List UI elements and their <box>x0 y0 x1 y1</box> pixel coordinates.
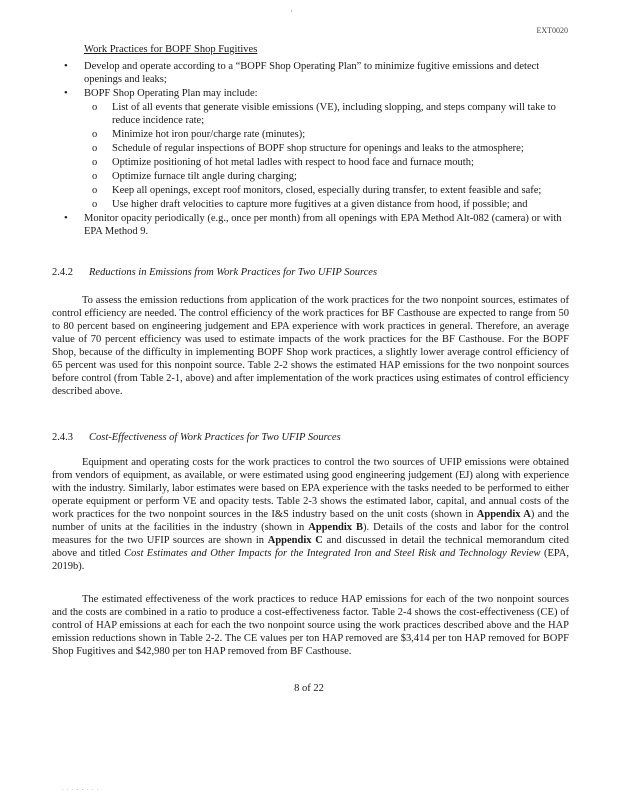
bullet-icon: • <box>64 61 68 72</box>
appendix-a-reference: Appendix A <box>476 509 531 520</box>
bullet-icon: • <box>64 213 68 224</box>
sublist-item-text: Schedule of regular inspections of BOPF shop structure for openings and leaks to the atmosphere; <box>112 143 524 154</box>
sublist-item <box>84 142 565 155</box>
sublist-item-text: Keep all openings, except roof monitors, closed, especially during transfer, to extent feasible and safe; <box>112 185 542 196</box>
sublist-item <box>84 128 565 141</box>
work-practices-list <box>60 60 565 239</box>
paragraph-text: ) and the number of units at the facilities in the industry (shown in <box>52 509 569 533</box>
sublist-item-text: Optimize positioning of hot metal ladles with respect to hood face and furnace mouth; <box>112 157 474 168</box>
sublist-item <box>84 198 565 211</box>
sublist-item-text: Use higher draft velocities to capture more fugitives at a given distance from hood, if possible; and <box>112 199 528 210</box>
paragraph-text: and discussed in detail the technical memorandum cited above and titled <box>52 535 570 559</box>
section-number: 2.4.2 <box>52 267 73 278</box>
page-number: 8 of 22 <box>294 683 324 694</box>
sub-bullet-icon: o <box>92 171 98 182</box>
sublist-item-text: List of all events that generate visible emissions (VE), including slopping, and steps company will take to reduce incidence rate; <box>112 102 556 126</box>
list-item <box>60 60 565 86</box>
section-title: Cost-Effectiveness of Work Practices for Two UFIP Sources <box>89 432 341 443</box>
sublist-item <box>84 101 565 127</box>
list-item-text: Monitor opacity periodically (e.g., once per month) from all openings with EPA Method Alt-082 (camera) or with EPA Method 9. <box>84 213 562 237</box>
sub-bullet-icon: o <box>92 157 98 168</box>
operating-plan-sublist <box>84 101 565 211</box>
section-title: Reductions in Emissions from Work Practices for Two UFIP Sources <box>89 267 378 278</box>
sublist-item <box>84 170 565 183</box>
sublist-item-text: Optimize furnace tilt angle during charging; <box>112 171 297 182</box>
paragraph-text: ). Details of the costs and labor for the control measures for the two UFIP sources are shown in <box>52 522 570 546</box>
scan-footer-mark: . . . . . . . . <box>62 786 100 792</box>
section-243-paragraph-2: The estimated effectiveness of the work practices to reduce HAP emissions for each of the two nonpoint sources and the costs are combined in a ratio to produce a cost-effectiveness factor. Table 2-4 shows the cost-effectiveness (CE) of control of HAP emissions at each for each the two nonpoint source using the work practices described above and the HAP emission reductions shown in Table 2-2. The CE values per ton HAP removed are $3,414 per ton HAP removed for BOPF Shop Fugitives and $42,980 per ton HAP removed from BF Casthouse. <box>52 594 569 657</box>
list-item <box>60 87 565 211</box>
section-number: 2.4.3 <box>52 432 73 443</box>
appendix-b-reference: Appendix B <box>308 522 364 533</box>
sub-bullet-icon: o <box>92 199 98 210</box>
section-242-heading <box>52 267 377 278</box>
cited-memorandum-title: Cost Estimates and Other Impacts for the Integrated Iron and Steel Risk and Technology Review <box>124 548 541 559</box>
paragraph-text: Equipment and operating costs for the work practices to control the two sources of UFIP emissions were obtained from vendors of equipment, as available, or were estimated using good engineering judgement (EJ) along with experience with the industry. Similarly, labor estimates were based on EPA experience with the tasks needed to be performed to either operate equipment or perform VE and opacity tests. Table 2-3 shows the estimated labor, capital, and annual costs of the work practices for the two nonpoint sources in the I&S industry based on the unit costs (shown in <box>52 457 569 520</box>
section-243-paragraph-1 <box>52 456 569 573</box>
document-id: EXT0020 <box>536 26 568 35</box>
section-242-paragraph: To assess the emission reductions from application of the work practices for the two nonpoint sources, estimates of control efficiency are needed. The control efficiency of the work practices for BF Casthouse are expected to range from 50 to 80 percent based on engineering judgement and EPA experience with work practices in general. Therefore, an average value of 70 percent efficiency was used to estimate impacts of the work practices for the BF Casthouse. For the BOPF Shop, because of the difficulty in implementing BOPF Shop work practices, a slightly lower average control efficiency of 65 percent was used for this nonpoint source. Table 2-2 shows the estimated HAP emissions for the two nonpoint sources before control (from Table 2-1, above) and after implementation of the work practices using estimates of control efficiency described above. <box>52 295 569 397</box>
list-item-text: BOPF Shop Operating Plan may include: <box>84 88 258 99</box>
section-243-heading <box>52 432 341 443</box>
list-item-text: Develop and operate according to a “BOPF Shop Operating Plan” to minimize fugitive emissions and detect openings and leaks; <box>84 61 540 85</box>
bullet-icon: • <box>64 88 68 99</box>
sublist-item <box>84 184 565 197</box>
sub-bullet-icon: o <box>92 143 98 154</box>
sub-bullet-icon: o <box>92 129 98 140</box>
paragraph-text: (EPA, 2019b). <box>52 548 569 572</box>
list-item <box>60 212 565 238</box>
work-practices-heading: Work Practices for BOPF Shop Fugitives <box>84 44 258 55</box>
appendix-c-reference: Appendix C <box>267 535 323 546</box>
sublist-item <box>84 156 565 169</box>
sublist-item-text: Minimize hot iron pour/charge rate (minutes); <box>112 129 306 140</box>
sub-bullet-icon: o <box>92 185 98 196</box>
sub-bullet-icon: o <box>92 102 98 113</box>
scan-mark: · <box>290 6 293 16</box>
